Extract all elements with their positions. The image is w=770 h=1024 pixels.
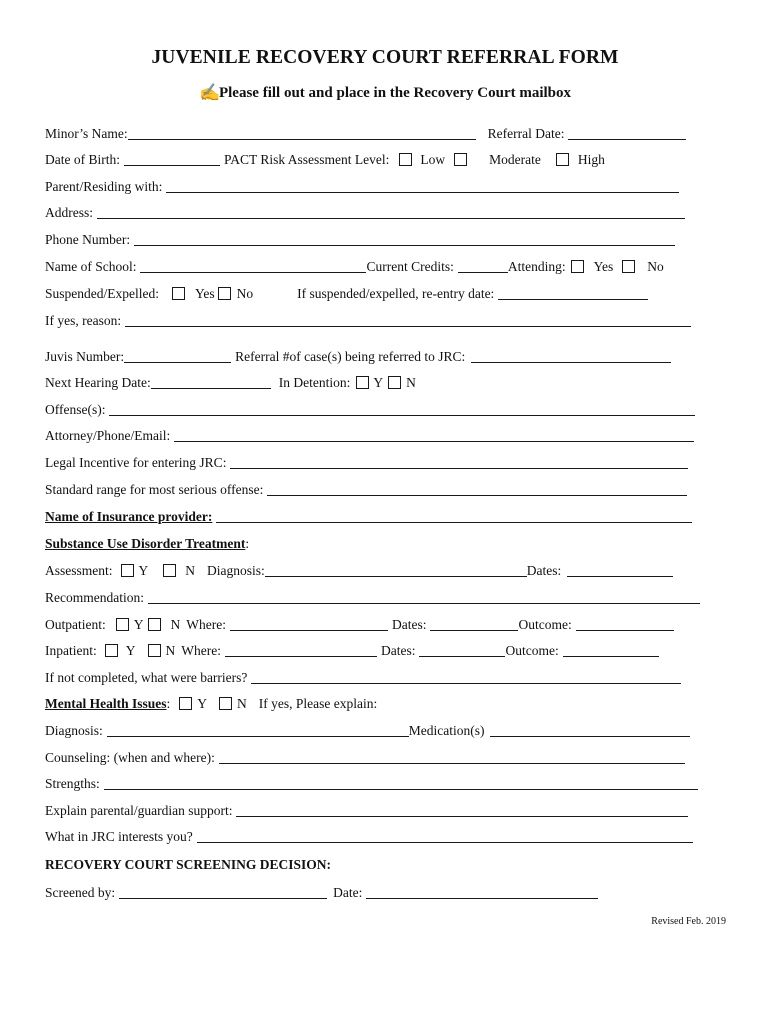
inpatient-dates-label: Dates: <box>380 643 416 658</box>
sud-heading-colon: : <box>245 536 250 551</box>
pencil-writing-icon: ✍ <box>198 83 221 102</box>
strengths-field[interactable] <box>104 775 698 790</box>
attending-label: Attending: <box>507 259 566 274</box>
outpatient-yes-checkbox[interactable] <box>116 618 129 631</box>
inpatient-where-label: Where: <box>181 643 221 658</box>
row-screened-by <box>45 883 598 901</box>
pact-moderate-label: Moderate <box>489 152 541 167</box>
inpatient-outcome-label: Outcome: <box>505 643 559 658</box>
standard-range-field[interactable] <box>267 481 687 496</box>
assessment-dates-label: Dates: <box>526 563 562 578</box>
row-counseling <box>45 748 685 766</box>
referral-cases-field[interactable] <box>471 348 671 363</box>
reason-label: If yes, reason: <box>45 313 122 328</box>
attorney-label: Attorney/Phone/Email: <box>45 428 171 443</box>
attending-yes-label: Yes <box>593 259 614 274</box>
row-legal-incentive <box>45 453 688 471</box>
row-mental-health <box>45 694 377 712</box>
assessment-label: Assessment: <box>45 563 113 578</box>
standard-range-label: Standard range for most serious offense: <box>45 482 264 497</box>
medications-label: Medication(s) <box>408 723 485 738</box>
row-offenses <box>45 400 695 418</box>
inpatient-dates-field[interactable] <box>419 642 505 657</box>
row-school <box>45 257 664 275</box>
assessment-yes-label: Y <box>138 563 149 578</box>
outpatient-dates-field[interactable] <box>430 616 518 631</box>
assessment-diagnosis-label: Diagnosis: <box>207 563 265 578</box>
outpatient-outcome-label: Outcome: <box>518 617 572 632</box>
suspended-no-checkbox[interactable] <box>218 287 231 300</box>
mental-health-heading: Mental Health Issues <box>45 696 167 711</box>
referral-date-label: Referral Date: <box>487 126 565 141</box>
dob-field[interactable] <box>124 151 220 166</box>
reentry-label: If suspended/expelled, re-entry date: <box>297 286 495 301</box>
pact-moderate-checkbox[interactable] <box>454 153 467 166</box>
screening-date-field[interactable] <box>366 884 598 899</box>
attorney-field[interactable] <box>174 427 694 442</box>
row-address <box>45 203 685 221</box>
row-recommendation <box>45 588 700 606</box>
row-next-hearing <box>45 373 416 391</box>
row-reason <box>45 311 691 329</box>
form-title: JUVENILE RECOVERY COURT REFERRAL FORM <box>151 47 619 68</box>
mental-health-no-checkbox[interactable] <box>219 697 232 710</box>
juvis-label: Juvis Number: <box>45 349 125 364</box>
sud-heading: Substance Use Disorder Treatment <box>45 536 246 551</box>
suspended-yes-label: Yes <box>194 286 215 301</box>
outpatient-where-label: Where: <box>186 617 226 632</box>
counseling-field[interactable] <box>219 749 685 764</box>
pact-low-checkbox[interactable] <box>399 153 412 166</box>
parental-support-label: Explain parental/guardian support: <box>45 803 233 818</box>
jrc-interests-label: What in JRC interests you? <box>45 829 193 844</box>
address-field[interactable] <box>97 204 685 219</box>
attending-yes-checkbox[interactable] <box>571 260 584 273</box>
offenses-field[interactable] <box>109 401 695 416</box>
mental-health-yes-label: Y <box>197 696 208 711</box>
attending-no-checkbox[interactable] <box>622 260 635 273</box>
medications-field[interactable] <box>490 722 690 737</box>
row-strengths <box>45 774 698 792</box>
row-inpatient <box>45 641 659 659</box>
school-label: Name of School: <box>45 259 137 274</box>
minor-name-field[interactable] <box>128 125 476 140</box>
assessment-diagnosis-field[interactable] <box>265 562 527 577</box>
parent-field[interactable] <box>166 178 679 193</box>
pact-label: PACT Risk Assessment Level: <box>223 152 390 167</box>
legal-incentive-field[interactable] <box>230 454 688 469</box>
mh-diagnosis-label: Diagnosis: <box>45 723 103 738</box>
outpatient-where-field[interactable] <box>230 616 388 631</box>
subtitle-text: Please fill out and place in the Recovery Court mailbox <box>218 85 572 101</box>
mental-health-colon: : <box>166 696 171 711</box>
pact-high-checkbox[interactable] <box>556 153 569 166</box>
row-standard-range <box>45 480 687 498</box>
pact-high-label: High <box>577 152 605 167</box>
address-label: Address: <box>45 205 93 220</box>
inpatient-label: Inpatient: <box>45 643 97 658</box>
credits-label: Current Credits: <box>366 259 454 274</box>
inpatient-yes-label: Y <box>125 643 136 658</box>
row-parental-support <box>45 801 688 819</box>
screening-date-label: Date: <box>333 885 363 900</box>
screening-decision-heading: RECOVERY COURT SCREENING DECISION: <box>45 857 331 872</box>
outpatient-no-checkbox[interactable] <box>148 618 161 631</box>
form-subtitle <box>0 83 770 103</box>
row-barriers <box>45 668 681 686</box>
mental-health-no-label: N <box>237 696 247 711</box>
row-jrc-interests <box>45 827 693 845</box>
outpatient-no-label: N <box>170 617 181 632</box>
insurance-field[interactable] <box>216 508 692 523</box>
revised-date-footer: Revised Feb. 2019 <box>651 916 726 927</box>
row-dob-pact <box>45 150 605 168</box>
legal-incentive-label: Legal Incentive for entering JRC: <box>45 455 227 470</box>
jrc-interests-field[interactable] <box>197 828 693 843</box>
assessment-no-checkbox[interactable] <box>163 564 176 577</box>
inpatient-no-checkbox[interactable] <box>148 644 161 657</box>
reason-field[interactable] <box>125 312 691 327</box>
screened-by-label: Screened by: <box>45 885 116 900</box>
row-suspended <box>45 284 648 302</box>
suspended-no-label: No <box>236 286 254 301</box>
row-juvis <box>45 347 671 365</box>
mh-diagnosis-field[interactable] <box>107 722 409 737</box>
minor-name-label: Minor’s Name: <box>45 126 128 141</box>
barriers-label: If not completed, what were barriers? <box>45 670 248 685</box>
juvis-field[interactable] <box>124 348 231 363</box>
inpatient-no-label: N <box>165 643 176 658</box>
assessment-dates-field[interactable] <box>567 562 673 577</box>
row-parent <box>45 177 679 195</box>
strengths-label: Strengths: <box>45 776 100 791</box>
next-hearing-field[interactable] <box>151 374 271 389</box>
parent-label: Parent/Residing with: <box>45 179 163 194</box>
please-explain-label: If yes, Please explain: <box>258 696 378 711</box>
detention-no-label: N <box>406 375 416 390</box>
outpatient-outcome-field[interactable] <box>576 616 674 631</box>
school-field[interactable] <box>140 258 366 273</box>
outpatient-label: Outpatient: <box>45 617 106 632</box>
row-minor-name <box>45 124 686 142</box>
detention-yes-checkbox[interactable] <box>356 376 369 389</box>
parental-support-field[interactable] <box>236 802 688 817</box>
screened-by-field[interactable] <box>119 884 327 899</box>
row-screening-decision <box>45 855 331 873</box>
offenses-label: Offense(s): <box>45 402 106 417</box>
next-hearing-label: Next Hearing Date: <box>45 375 151 390</box>
outpatient-yes-label: Y <box>133 617 144 632</box>
counseling-label: Counseling: (when and where): <box>45 750 215 765</box>
inpatient-where-field[interactable] <box>225 642 377 657</box>
insurance-label: Name of Insurance provider: <box>45 509 213 524</box>
dob-label: Date of Birth: <box>45 152 120 167</box>
phone-field[interactable] <box>134 231 675 246</box>
credits-field[interactable] <box>458 258 508 273</box>
outpatient-dates-label: Dates: <box>391 617 427 632</box>
row-sud-heading <box>45 534 249 552</box>
detention-no-checkbox[interactable] <box>388 376 401 389</box>
recommendation-label: Recommendation: <box>45 590 144 605</box>
row-mh-diagnosis <box>45 721 690 739</box>
phone-label: Phone Number: <box>45 232 131 247</box>
assessment-yes-checkbox[interactable] <box>121 564 134 577</box>
referral-cases-label: Referral #of case(s) being referred to JRC: <box>235 349 466 364</box>
suspended-label: Suspended/Expelled: <box>45 286 159 301</box>
attending-no-label: No <box>647 259 664 274</box>
recommendation-field[interactable] <box>148 589 700 604</box>
inpatient-outcome-field[interactable] <box>563 642 659 657</box>
pact-low-label: Low <box>420 152 446 167</box>
inpatient-yes-checkbox[interactable] <box>105 644 118 657</box>
detention-label: In Detention: <box>278 375 351 390</box>
row-attorney <box>45 426 694 444</box>
row-insurance <box>45 507 692 525</box>
detention-yes-label: Y <box>373 375 384 390</box>
row-assessment <box>45 561 673 579</box>
row-outpatient <box>45 615 674 633</box>
assessment-no-label: N <box>185 563 195 578</box>
suspended-yes-checkbox[interactable] <box>172 287 185 300</box>
reentry-date-field[interactable] <box>498 285 648 300</box>
mental-health-yes-checkbox[interactable] <box>179 697 192 710</box>
row-phone <box>45 230 675 248</box>
referral-date-field[interactable] <box>568 125 686 140</box>
barriers-field[interactable] <box>251 669 681 684</box>
